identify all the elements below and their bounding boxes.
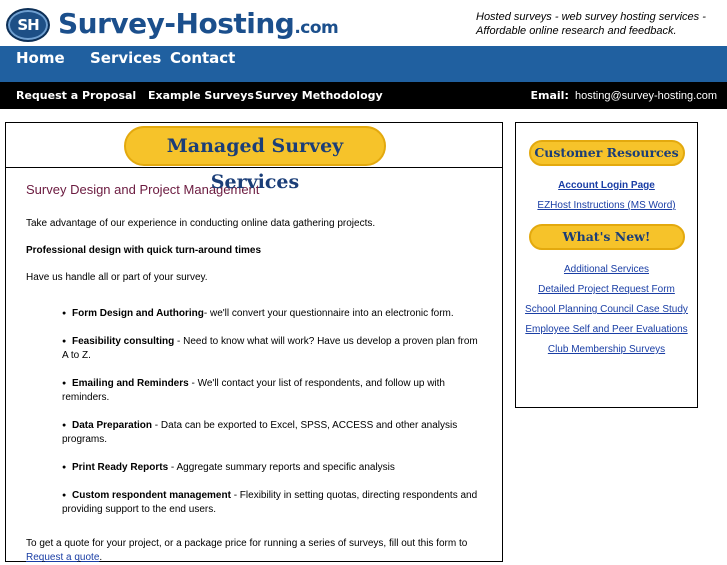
logo-badge-icon[interactable]: SH bbox=[6, 8, 50, 42]
main-nav bbox=[0, 46, 727, 82]
logo-suffix-text: .com bbox=[294, 18, 339, 38]
service-text: - Flexibility in setting quotas, directing respondents and providing support to the end users. bbox=[62, 490, 478, 515]
service-title: Form Design and Authoring bbox=[72, 308, 204, 319]
project-request-form-link[interactable]: Detailed Project Request Form bbox=[538, 284, 675, 295]
ezhost-instructions-link[interactable]: EZHost Instructions (MS Word) bbox=[537, 200, 676, 211]
service-text: - we'll convert your questionnaire into an electronic form. bbox=[203, 308, 454, 319]
service-text: - Need to know what will work? Have us develop a proven plan from A to Z. bbox=[62, 336, 478, 361]
service-text: - We'll contact your list of respondents, and follow up with reminders. bbox=[62, 378, 445, 403]
employee-evaluations-link[interactable]: Employee Self and Peer Evaluations bbox=[525, 324, 688, 335]
customer-resources-heading: Customer Resources bbox=[529, 140, 685, 166]
main-content-panel bbox=[5, 122, 503, 562]
school-case-study-link[interactable]: School Planning Council Case Study bbox=[525, 304, 688, 315]
contact-email bbox=[531, 89, 717, 102]
sub-nav bbox=[0, 82, 727, 109]
site-logo[interactable] bbox=[58, 7, 338, 40]
site-tagline: Hosted surveys - web survey hosting services - Affordable online research and feedback. bbox=[476, 11, 706, 37]
email-label: Email: bbox=[530, 89, 569, 102]
request-quote-link[interactable]: Request a quote bbox=[26, 552, 100, 563]
service-title: Print Ready Reports bbox=[72, 462, 169, 473]
quote-text: To get a quote for your project, or a package price for running a series of surveys, fill out this form to bbox=[26, 538, 468, 549]
service-title: Emailing and Reminders bbox=[72, 378, 189, 389]
subnav-survey-methodology[interactable]: Survey Methodology bbox=[255, 89, 383, 102]
service-text: - Aggregate summary reports and specific analysis bbox=[168, 462, 395, 473]
services-list bbox=[26, 307, 482, 517]
nav-services[interactable]: Services bbox=[90, 49, 162, 67]
resources-links bbox=[516, 180, 697, 211]
additional-services-link[interactable]: Additional Services bbox=[563, 264, 650, 275]
list-item bbox=[62, 461, 482, 475]
service-title: Custom respondent management bbox=[72, 490, 231, 501]
main-content bbox=[6, 168, 502, 565]
quote-end: . bbox=[99, 552, 103, 563]
list-item bbox=[62, 335, 482, 363]
managed-services-heading: Managed Survey Services bbox=[124, 126, 386, 166]
club-membership-link[interactable]: Club Membership Surveys bbox=[547, 344, 666, 355]
list-item bbox=[62, 489, 482, 517]
logo-main-text: Survey-Hosting bbox=[58, 7, 295, 40]
site-header bbox=[0, 0, 727, 46]
subtitle-text: Professional design with quick turn-around times bbox=[26, 245, 262, 256]
intro-text: Take advantage of our experience in conducting online data gathering projects. bbox=[26, 218, 376, 229]
sidebar bbox=[515, 122, 698, 408]
service-title: Data Preparation bbox=[72, 420, 153, 431]
subnav-request-proposal[interactable]: Request a Proposal bbox=[16, 89, 137, 102]
whats-new-heading: What's New! bbox=[529, 224, 685, 250]
nav-contact[interactable]: Contact bbox=[170, 49, 236, 67]
section-title: Survey Design and Project Management bbox=[26, 182, 260, 197]
email-value[interactable]: hosting@survey-hosting.com bbox=[574, 90, 717, 102]
service-text: - Data can be exported to Excel, SPSS, ACCESS and other analysis programs. bbox=[62, 420, 458, 445]
quote-paragraph bbox=[26, 537, 482, 565]
service-title: Feasibility consulting bbox=[72, 336, 175, 347]
subnav-example-surveys[interactable]: Example Surveys bbox=[148, 89, 254, 102]
list-item bbox=[62, 307, 482, 321]
whats-new-links bbox=[516, 264, 697, 355]
account-login-link[interactable]: Account Login Page bbox=[558, 180, 655, 191]
list-item bbox=[62, 419, 482, 447]
nav-home[interactable]: Home bbox=[16, 49, 65, 67]
list-item bbox=[62, 377, 482, 405]
lead-text: Have us handle all or part of your survey. bbox=[26, 272, 208, 283]
